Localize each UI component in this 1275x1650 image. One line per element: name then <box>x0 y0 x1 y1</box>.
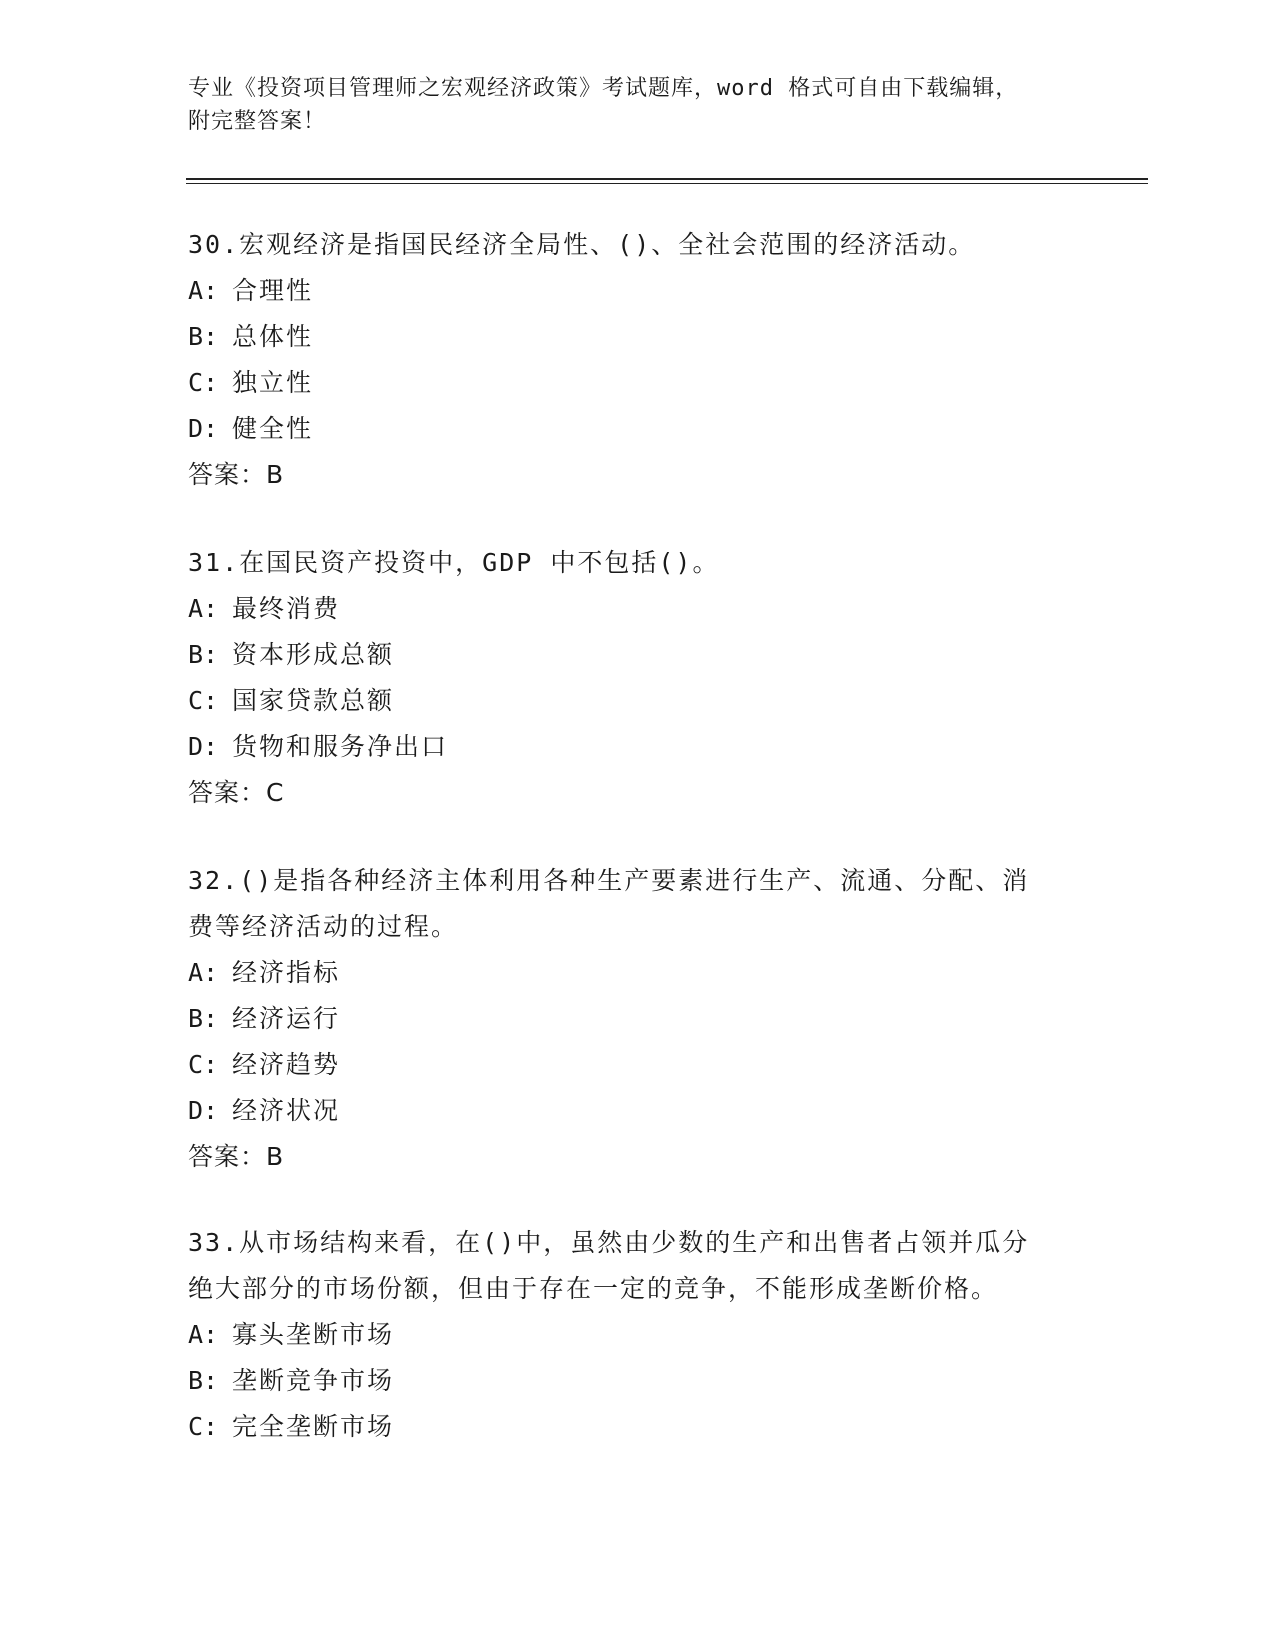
answer-line: 答案：C <box>188 778 285 807</box>
option-label: A: <box>188 276 219 305</box>
question-stem: 31.在国民资产投资中，GDP 中不包括()。 <box>188 548 720 577</box>
option-text: 货物和服务净出口 <box>232 732 449 761</box>
question-32 <box>188 858 1068 1180</box>
option-a <box>188 950 1068 996</box>
option-label: A: <box>188 958 219 987</box>
answer-line: 答案：B <box>188 1142 285 1171</box>
option-label: C: <box>188 1412 219 1441</box>
header-line-1: 专业《投资项目管理师之宏观经济政策》考试题库，word 格式可自由下载编辑， <box>188 76 1019 101</box>
option-label: D: <box>188 414 219 443</box>
option-d <box>188 1088 1068 1134</box>
option-b <box>188 632 1068 678</box>
question-stem: 33.从市场结构来看，在()中，虽然由少数的生产和出售者占领并瓜分 <box>188 1228 1030 1257</box>
option-a <box>188 586 1068 632</box>
question-stem-continued: 费等经济活动的过程。 <box>188 912 459 941</box>
answer-line: 答案：B <box>188 460 285 489</box>
option-d <box>188 406 1068 452</box>
option-text: 经济状况 <box>232 1096 341 1125</box>
option-label: A: <box>188 1320 219 1349</box>
question-stem: 32.()是指各种经济主体利用各种生产要素进行生产、流通、分配、消 <box>188 866 1030 895</box>
option-label: D: <box>188 1096 219 1125</box>
header-line-2: 附完整答案！ <box>188 109 327 134</box>
option-text: 合理性 <box>232 276 314 305</box>
option-text: 完全垄断市场 <box>232 1412 395 1441</box>
option-text: 最终消费 <box>232 594 341 623</box>
question-stem-continued: 绝大部分的市场份额，但由于存在一定的竞争，不能形成垄断价格。 <box>188 1274 999 1303</box>
option-c <box>188 678 1068 724</box>
option-text: 总体性 <box>232 322 314 351</box>
option-label: B: <box>188 1004 219 1033</box>
option-label: B: <box>188 1366 219 1395</box>
option-text: 资本形成总额 <box>232 640 395 669</box>
option-b <box>188 996 1068 1042</box>
question-33 <box>188 1220 1068 1450</box>
option-text: 健全性 <box>232 414 314 443</box>
option-text: 独立性 <box>232 368 314 397</box>
option-text: 寡头垄断市场 <box>232 1320 395 1349</box>
option-text: 经济运行 <box>232 1004 341 1033</box>
option-d <box>188 724 1068 770</box>
option-b <box>188 314 1068 360</box>
question-31 <box>188 540 1068 816</box>
question-stem: 30.宏观经济是指国民经济全局性、()、全社会范围的经济活动。 <box>188 230 976 259</box>
option-c <box>188 1404 1068 1450</box>
document-header <box>188 72 1068 138</box>
option-b <box>188 1358 1068 1404</box>
option-label: C: <box>188 1050 219 1079</box>
option-label: D: <box>188 732 219 761</box>
option-text: 经济指标 <box>232 958 341 987</box>
option-label: B: <box>188 640 219 669</box>
option-label: C: <box>188 368 219 397</box>
option-label: C: <box>188 686 219 715</box>
question-30 <box>188 222 1068 498</box>
option-text: 垄断竞争市场 <box>232 1366 395 1395</box>
option-a <box>188 1312 1068 1358</box>
option-c <box>188 1042 1068 1088</box>
option-label: B: <box>188 322 219 351</box>
option-text: 经济趋势 <box>232 1050 341 1079</box>
option-label: A: <box>188 594 219 623</box>
option-text: 国家贷款总额 <box>232 686 395 715</box>
option-a <box>188 268 1068 314</box>
header-divider <box>186 178 1148 184</box>
option-c <box>188 360 1068 406</box>
